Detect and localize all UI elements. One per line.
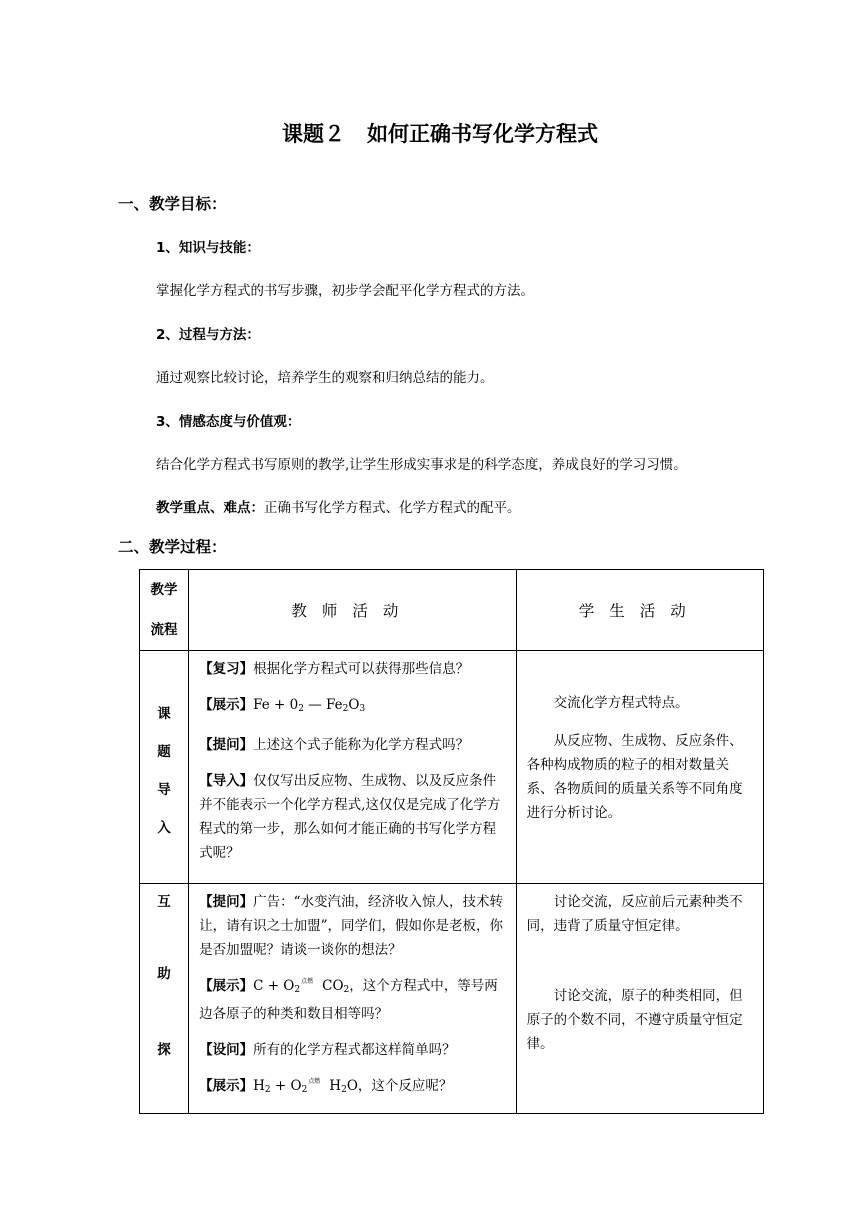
- subscript: 2: [264, 1085, 271, 1095]
- entry-review: [199, 657, 506, 681]
- stage-char: 入: [157, 820, 171, 836]
- entry-ask-ad: [199, 890, 506, 962]
- header-student: 学生活动: [516, 570, 763, 651]
- tag-show: 【展示】: [199, 978, 254, 994]
- equation-part: CO: [322, 978, 344, 994]
- subscript: 2: [343, 985, 350, 995]
- intro-text: 仅仅写出反应物、生成物、以及反应条件并不能表示一个化学方程式,这仅仅是完成了化学方程式的第一步，那么如何才能正确的书写化学方程式呢？: [199, 773, 501, 861]
- entry-show: [199, 693, 506, 721]
- equation-part: H: [253, 1078, 265, 1094]
- tag-question: 【设问】: [199, 1042, 254, 1058]
- equation-part: O: [346, 1078, 358, 1094]
- entry-show-h2o: [199, 1074, 506, 1102]
- stage-intro: [140, 651, 189, 884]
- subscript: 2: [294, 985, 301, 995]
- equation-part: Fe + 0: [253, 697, 299, 713]
- page-title: [0, 118, 860, 148]
- goal3-label: 3、情感态度与价值观：: [156, 414, 301, 430]
- tag-review: 【复习】: [199, 661, 254, 677]
- equation-part: H: [329, 1078, 342, 1094]
- student-text-1: 交流化学方程式特点。: [553, 695, 689, 711]
- tag-intro: 【导入】: [199, 773, 254, 789]
- condition-text: 点燃: [301, 978, 314, 985]
- ask-text: 上述这个式子能称为化学方程式吗？: [253, 737, 470, 753]
- goal3-text: 结合化学方程式书写原则的教学,让学生形成实事求是的科学态度，养成良好的学习习惯。: [156, 457, 687, 473]
- stage-char: 导: [157, 782, 171, 798]
- equation-part: — Fe: [303, 697, 343, 713]
- student-text-2: 讨论交流，原子的种类相同，但原子的个数不同，不遵守质量守恒定律。: [526, 988, 743, 1052]
- key-points: [156, 496, 521, 516]
- teacher-activity-intro: [189, 651, 517, 884]
- section1-heading: 一、教学目标：: [118, 195, 227, 213]
- entry-intro: [199, 769, 506, 865]
- tag-ask: 【提问】: [199, 737, 254, 753]
- stage-char: 题: [157, 744, 171, 760]
- header-flow-1: 教学: [150, 582, 178, 598]
- goal1-text: 掌握化学方程式的书写步骤，初步学会配平化学方程式的方法。: [156, 283, 534, 299]
- key-points-text: 正确书写化学方程式、化学方程式的配平。: [264, 500, 521, 516]
- header-teacher: 教师活动: [189, 570, 517, 651]
- question-text: 所有的化学方程式都这样简单吗？: [253, 1042, 456, 1058]
- stage-char: 课: [157, 706, 171, 722]
- subscript: 3: [359, 704, 366, 714]
- tag-ask: 【提问】: [199, 894, 254, 910]
- equation-part: O: [348, 697, 360, 713]
- entry-ask: [199, 733, 506, 757]
- section2-heading: 二、教学过程：: [118, 538, 227, 556]
- teacher-activity-explore: [189, 884, 517, 1114]
- goal1-label: 1、知识与技能：: [156, 240, 260, 256]
- entry-show-co2: [199, 974, 506, 1026]
- goal2-label: 2、过程与方法：: [156, 327, 260, 343]
- condition-text: 点燃: [308, 1078, 321, 1085]
- student-text-2: 从反应物、生成物、反应条件、各种构成物质的粒子的相对数量关系、各物质间的质量关系等不同角度进行分析讨论。: [526, 733, 743, 821]
- stage-char: 助: [157, 966, 171, 982]
- header-flow-2: 流程: [150, 622, 178, 638]
- review-text: 根据化学方程式可以获得那些信息？: [253, 661, 470, 677]
- subscript: 2: [342, 704, 349, 714]
- entry-question: [199, 1038, 506, 1062]
- subscript: 2: [301, 1085, 308, 1095]
- student-text-1: 讨论交流，反应前后元素种类不同，违背了质量守恒定律。: [526, 894, 743, 934]
- stage-explore: [140, 884, 189, 1114]
- tag-show: 【展示】: [199, 697, 254, 713]
- ask-ad-text: 广告：“水变汽油，经济收入惊人，技术转让，请有识之士加盟”，同学们，假如你是老板，你是否加盟呢？请谈一谈你的想法？: [199, 894, 503, 958]
- subscript: 2: [341, 1085, 347, 1095]
- table-row-explore: [140, 884, 764, 1114]
- equation-part: + O: [270, 1078, 302, 1094]
- stage-char: 探: [157, 1042, 171, 1058]
- key-points-label: 教学重点、难点：: [156, 500, 264, 516]
- show-h2o-text: ，这个反应呢？: [357, 1078, 453, 1094]
- subscript: 2: [298, 704, 304, 714]
- table-row-intro: [140, 651, 764, 884]
- table-header-row: [140, 570, 764, 651]
- student-activity-explore: [516, 884, 763, 1114]
- equation-part: C + O: [253, 978, 295, 994]
- tag-show: 【展示】: [199, 1078, 254, 1094]
- goal2-text: 通过观察比较讨论，培养学生的观察和归纳总结的能力。: [156, 370, 494, 386]
- title-main: 如何正确书写化学方程式: [367, 122, 598, 146]
- header-flow-cell: [140, 570, 189, 651]
- title-prefix: 课题２: [282, 122, 345, 146]
- student-activity-intro: [516, 651, 763, 884]
- teaching-process-table: [139, 569, 764, 1114]
- show-co2-text: ，这个方程式中，等号两边各原子的种类和数目相等吗？: [199, 978, 498, 1022]
- stage-char: 互: [157, 894, 171, 910]
